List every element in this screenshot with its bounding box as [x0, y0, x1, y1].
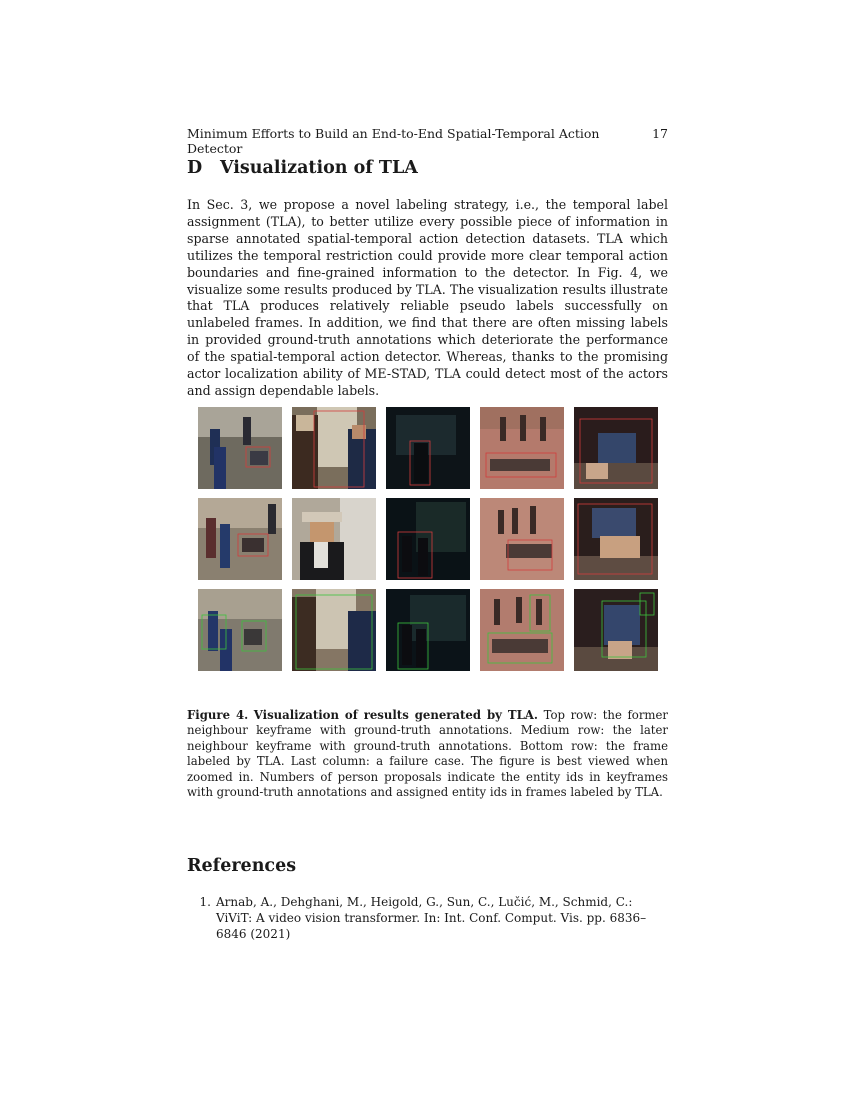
figure-thumbnail: [386, 498, 470, 580]
figure-thumbnail: [574, 407, 658, 489]
figure-thumbnail: [386, 407, 470, 489]
page-number: 17: [652, 126, 668, 141]
figure-thumbnail: [292, 498, 376, 580]
reference-text: Arnab, A., Dehghani, M., Heigold, G., Sun, C., Lučić, M., Schmid, C.: ViViT: A video vision transformer. In: Int. Conf. Comput. Vis. pp. 6836–6846 (2021): [216, 895, 647, 941]
reference-number: 1.: [199, 895, 211, 909]
figure-4-image-grid: [198, 407, 658, 671]
figure-thumbnail: [574, 498, 658, 580]
figure-title: Visualization of results generated by TLA.: [253, 708, 538, 722]
body-paragraph: In Sec. 3, we propose a novel labeling strategy, i.e., the temporal label assignment (TLA), to better utilize every possible piece of information in sparse annotated spatial-temporal action detection datasets. TLA which utilizes the temporal restriction could provide more clear temporal action boundaries and fine-grained information to the detector. In Fig. 4, we visualize some results produced by TLA. The visualization results illustrate that TLA produces relatively reliable pseudo labels successfully on unlabeled frames. In addition, we find that there are often missing labels in provided ground-truth annotations which deteriorate the performance of the spatial-temporal action detector. Whereas, thanks to the promising actor localization ability of ME-STAD, TLA could detect most of the actors and assign dependable labels.: [187, 197, 668, 398]
figure-thumbnail: [292, 407, 376, 489]
figure-thumbnail: [480, 498, 564, 580]
figure-thumbnail: [480, 589, 564, 671]
section-heading: [187, 158, 418, 178]
figure-thumbnail: [198, 589, 282, 671]
figure-thumbnail: [480, 407, 564, 489]
figure-thumbnail: [292, 589, 376, 671]
reference-item: [187, 894, 668, 942]
reference-list: [187, 894, 668, 942]
section-number: D: [187, 158, 203, 178]
section-title: Visualization of TLA: [220, 158, 418, 178]
figure-thumbnail: [198, 498, 282, 580]
running-title: Minimum Efforts to Build an End-to-End Spatial-Temporal Action Detector: [187, 126, 600, 156]
figure-caption: [187, 708, 668, 800]
figure-thumbnail: [386, 589, 470, 671]
running-head: [187, 126, 668, 156]
figure-thumbnail: [198, 407, 282, 489]
figure-caption-text: Top row: the former neighbour keyframe with ground-truth annotations. Medium row: the later neighbour keyframe with ground-truth annotations. Bottom row: the frame labeled by TLA. Last column: a failure case. The figure is best viewed when zoomed in. Numbers of person proposals indicate the entity ids in keyframes with ground-truth annotations and assigned entity ids in frames labeled by TLA.: [187, 708, 669, 800]
figure-label: Figure 4.: [187, 708, 249, 722]
references-heading: References: [187, 856, 297, 876]
figure-thumbnail: [574, 589, 658, 671]
